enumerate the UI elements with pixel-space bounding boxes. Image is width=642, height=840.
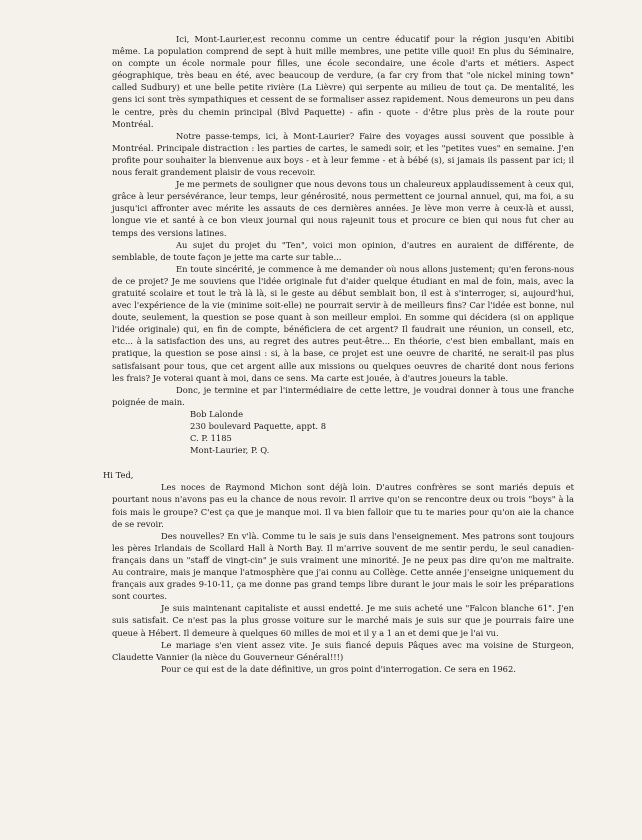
paragraph-date: Pour ce qui est de la date définitive, un gros point d'interrogation. Ce sera en 1962. — [161, 663, 516, 674]
paragraph-ten-project-opinion: En toute sincérité, je commence à me demander où nous allons justement; qu'en ferons-nous de ce projet? Je me souviens que l'idée originale fut d'aider quelque étudiant en mal de foin, mais, avec la gratuité scolaire et tout le trà là là, si le geste au début semblait bon, il est à s'interroger, si, aujourd'hui, avec l'expérience de la vie (minime soit-elle) ne pourrait servir à de meilleurs fins? Car l'idée est bonne, nul doute, seulement, la question se pose quant à son meilleur emploi. En somme qui décidera (si on applique l'idée originale) qui, en fin de compte, bénéficiera de cet argent? Il faudrait une réunion, un conseil, etc, etc... à la satisfaction des uns, au regret des autres peut-être... En théorie, c'est bien emballant, mais en pratique, la question se pose ainsi : si, à la base, ce projet est une oeuvre de charité, ne serait-il pas plus satisfaisant pour tous, que cet argent aille aux missions ou quelques oeuvres de charité dont nous ferions les frais? Je voterai quant à moi, dans ce sens. Ma carte est jouée, à d'autres joueurs la table. — [112, 263, 574, 383]
signature-address: 230 boulevard Paquette, appt. 8 — [190, 421, 327, 431]
letter-separator — [112, 456, 574, 469]
letter-body — [103, 33, 574, 675]
paragraph-closing: Donc, je termine et par l'intermédiaire de cette lettre, je voudrai donner à tous une franche poignée de main. — [112, 384, 574, 407]
paragraph-applause: Je me permets de souligner que nous devons tous un chaleureux applaudissement à ceux qui, grâce à leur persévérance, leur temps, leur générosité, nous permettent ce journal annuel, qui, ma foi, a su jusqu'ici affronter avec mérite les assauts de ces dernières années. Je lève mon verre à ceux-là et aussi, longue vie et santé à ce bon vieux journal qui nous rajeunit tous et procure ce bien qui nous fut cher au temps des versions latines. — [112, 179, 574, 238]
paragraph-ten-project-intro: Au sujet du projet du "Ten", voici mon opinion, d'autres en auraient de différente, de semblable, de toute façon je jette ma carte sur table... — [112, 239, 574, 262]
paragraph-pastimes: Notre passe-temps, ici, à Mont-Laurier? Faire des voyages aussi souvent que possible à Montréal. Principale distraction : les parties de cartes, le samedi soir, et les "petites vues" en semaine. J'en profite pour souhaiter la bienvenue aux boys - et à leur femme - et à bébé (s), si jamais ils passent par ici; il nous ferait grandement plaisir de vous recevoir. — [112, 130, 574, 178]
signature-postal-box: C. P. 1185 — [190, 433, 232, 444]
paragraph-car: Je suis maintenant capitaliste et aussi endetté. Je me suis acheté une "Falcon blanche 61". J'en suis satisfait. Ce n'est pas la plus grosse voiture sur le marché mais je suis sur que je pourrais faire une queue à Hébert. Il demeure à quelques 60 milles de moi et il y a 1 an et demi que je l'ai vu. — [112, 603, 574, 638]
signature-city: Mont-Laurier, P. Q. — [190, 445, 270, 456]
paragraph-wedding: Les noces de Raymond Michon sont déjà loin. D'autres confrères se sont mariés depuis et pourtant nous n'avons pas eu la chance de nous revoir. Il arrive qu'on se rencontre deux ou trois "boys" à la fois mais le groupe? C'est ça que je manque moi. Il va bien falloir que tu te maries pour qu'on aie la chance de se revoir. — [112, 482, 574, 529]
greeting: Hi Ted, — [103, 470, 134, 481]
paragraph-engagement: Le mariage s'en vient assez vite. Je suis fiancé depuis Pâques avec ma voisine de Sturgeon, Claudette Vannier (la nièce du Gouverneur Général!!!) — [112, 639, 574, 662]
signature-name: Bob Lalonde — [190, 408, 244, 419]
paragraph-news: Des nouvelles? En v'là. Comme tu le sais je suis dans l'enseignement. Mes patrons sont toujours les pères Irlandais de Scollard Hall à North Bay. Il m'arrive souvent de me sentir perdu, le seul canadien-français dans un "staff de vingt-cin" je suis vraiment une minorité. Je ne peux pas dire qu'on me maltraite. Au contraire, mais je manque l'atmosphère que j'ai connu au Collège. Cette année j'enseigne uniquement du français aux grades 9-10-11, ça me donne pas grand temps libre durant le jour mais le soir les préparations sont courtes. — [112, 530, 574, 602]
paragraph-mont-laurier: Ici, Mont-Laurier,est reconnu comme un centre éducatif pour la région jusqu'en Abitibi même. La population comprend de sept à huit mille membres, une petite ville quoi! En plus du Séminaire, on compte un école normale pour filles, une école secondaire, une école d'arts et métiers. Aspect géographique, très beau en été, avec beaucoup de verdure, (a far cry from that "ole nickel mining town" called Sudbury) et une belle petite rivière (La Lièvre) qui serpente au milieu de tout ça. De mentalité, les gens ici sont très sympathiques et cessent de se formaliser assez rapidement. Nous demeurons un peu dans le centre, près du chemin principal (Blvd Paquette) - afin - quote - d'être plus près de la route pour Montréal. — [112, 34, 574, 129]
